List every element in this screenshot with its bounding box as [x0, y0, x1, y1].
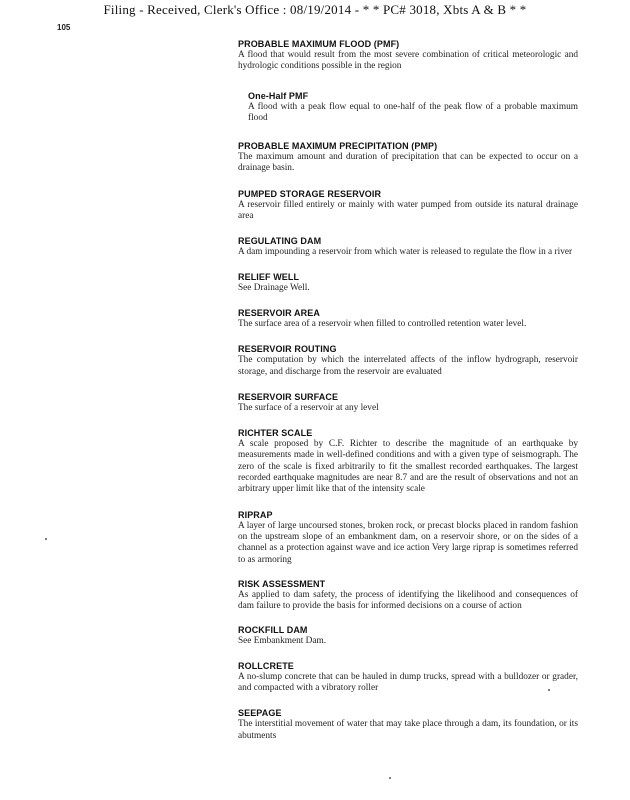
glossary-term: PROBABLE MAXIMUM PRECIPITATION (PMP)	[238, 141, 438, 152]
glossary-term: RESERVOIR ROUTING	[238, 344, 337, 355]
glossary-term: RESERVOIR AREA	[238, 307, 320, 318]
glossary-definition: The maximum amount and duration of precipitation that can be expected to occur on a drainage basin.	[238, 152, 578, 174]
glossary-definition: A layer of large uncoursed stones, broken rock, or precast blocks placed in random fashion on the upstream slope of an embankment dam, on a reservoir shore, or on the sides of a channel as a protection against wave and ice action Very large riprap is sometimes referred to as armoring	[238, 520, 578, 565]
glossary-definition: A no-slump concrete that can be hauled in dump trucks, spread with a bulldozer or grader, and compacted with a vibratory roller	[238, 671, 578, 694]
filing-header: Filing - Received, Clerk's Office : 08/19/2014 - * * PC# 3018, Xbts A & B * *	[103, 2, 527, 17]
glossary-entry-pmf	[238, 39, 578, 73]
glossary-definition: A reservoir filled entirely or mainly with water pumped from outside its natural drainage area	[238, 199, 578, 222]
glossary-definition: A scale proposed by C.F. Richter to describe the magnitude of an earthquake by measurements made in well-defined conditions and with a given type of seismograph. The zero of the scale is fixed arbitrarily to fit the smallest recorded earthquakes. The largest recorded earthquake magnitudes are near 8.7 and are the result of observations and not an arbitrary upper limit like that of the intensity scale	[238, 439, 578, 495]
glossary-entry-rollcrete	[238, 661, 578, 695]
glossary-definition: See Embankment Dam.	[238, 636, 327, 647]
glossary-entry-risk-assessment	[238, 579, 578, 613]
glossary-definition: As applied to dam safety, the process of identifying the likelihood and consequences of dam failure to provide the basis for informed decisions on a course of action	[238, 589, 578, 612]
glossary-term: RIPRAP	[238, 509, 273, 520]
glossary-entry-seepage	[238, 708, 578, 742]
glossary-term: One-Half PMF	[248, 90, 309, 101]
glossary-entry-pmp	[238, 141, 578, 175]
glossary-entry-reservoir-surface	[238, 392, 578, 414]
glossary-definition: See Drainage Well.	[238, 282, 310, 293]
glossary-term: ROLLCRETE	[238, 660, 294, 671]
glossary-term: PROBABLE MAXIMUM FLOOD (PMF)	[238, 39, 400, 49]
glossary-definition: The surface of a reservoir at any level	[238, 402, 379, 413]
glossary-entry-richter-scale	[238, 428, 578, 495]
glossary-entry-reservoir-area	[238, 308, 578, 330]
glossary-definition: A dam impounding a reservoir from which water is released to regulate the flow in a river	[238, 247, 573, 258]
glossary-term: RESERVOIR SURFACE	[238, 391, 339, 402]
glossary-definition: The interstitial movement of water that may take place through a dam, its foundation, or its abutments	[238, 719, 578, 741]
glossary-entry-riprap	[238, 510, 578, 566]
glossary-definition: A flood that would result from the most severe combination of critical meteorologic and hydrologic conditions possible in the region	[238, 50, 578, 72]
glossary-term: ROCKFILL DAM	[238, 625, 308, 636]
glossary-entry-pumped-storage-reservoir	[238, 189, 578, 223]
glossary-term: PUMPED STORAGE RESERVOIR	[238, 188, 382, 199]
glossary-term: RICHTER SCALE	[238, 428, 313, 439]
glossary-entry-regulating-dam	[238, 236, 578, 258]
glossary-entry-rockfill-dam	[238, 625, 578, 647]
glossary-definition: A flood with a peak flow equal to one-half of the peak flow of a probable maximum flood	[248, 101, 578, 123]
glossary-term: REGULATING DAM	[238, 236, 322, 247]
scan-speck	[548, 689, 550, 691]
scan-speck	[389, 777, 391, 779]
glossary-entry-reservoir-routing	[238, 344, 578, 378]
glossary-term: RISK ASSESSMENT	[238, 578, 326, 589]
glossary-term: SEEPAGE	[238, 708, 282, 719]
scan-speck	[45, 538, 47, 540]
glossary-list	[238, 39, 578, 742]
glossary-definition: The surface area of a reservoir when filled to controlled retention water level.	[238, 318, 527, 329]
glossary-entry-relief-well	[238, 272, 578, 294]
glossary-entry-one-half-pmf	[248, 91, 578, 125]
page-number: 105	[57, 23, 71, 32]
glossary-definition: The computation by which the interrelated affects of the inflow hydrograph, reservoir storage, and discharge from the reservoir are evaluated	[238, 355, 578, 377]
glossary-term: RELIEF WELL	[238, 271, 300, 282]
